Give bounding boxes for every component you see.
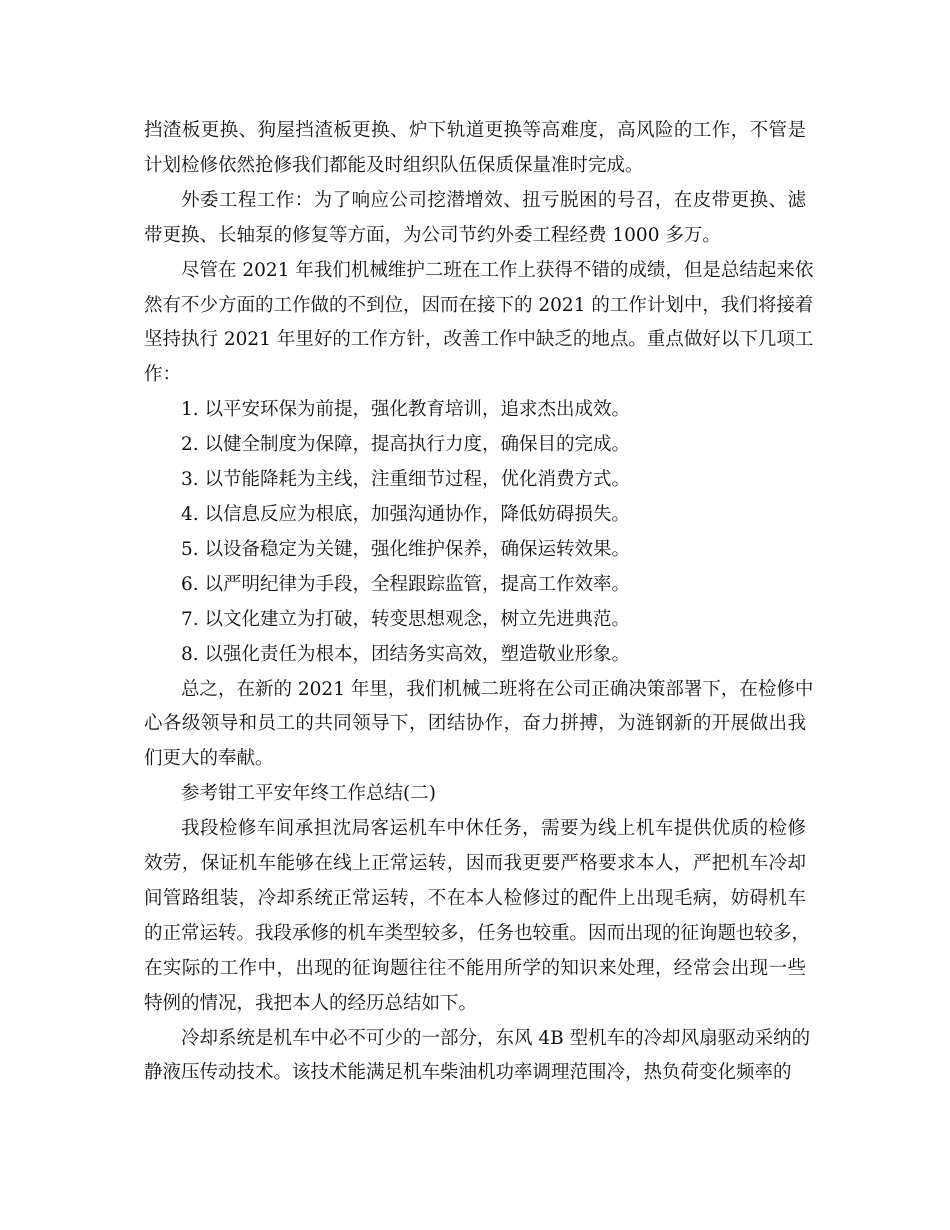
paragraph-line: 2. 以健全制度为保障，提高执行力度，确保目的完成。 [181, 434, 631, 456]
paragraph-line: 作： [144, 364, 182, 386]
paragraph-line: 尽管在 2021 年我们机械维护二班在工作上获得不错的成绩，但是总结起来依 [181, 259, 814, 281]
paragraph-line: 7. 以文化建立为打破，转变思想观念，树立先进典范。 [181, 608, 631, 630]
paragraph-line: 带更换、长轴泵的修复等方面，为公司节约外委工程经费 1000 多万。 [144, 224, 721, 246]
paragraph-line: 3. 以节能降耗为主线，注重细节过程，优化消费方式。 [181, 469, 631, 491]
paragraph [144, 184, 806, 254]
paragraph-line: 然有不少方面的工作做的不到位，因而在接下的 2021 的工作计划中，我们将接着 [144, 294, 814, 316]
paragraph-line: 特例的情况，我把本人的经历总结如下。 [144, 992, 478, 1014]
paragraph-line: 参考钳工平安年终工作总结(二) [181, 783, 436, 805]
paragraph [144, 812, 811, 1021]
paragraph-line: 心各级领导和员工的共同领导下，团结协作，奋力拼搏，为涟钢新的开展做出我 [144, 713, 806, 735]
paragraph [144, 603, 806, 638]
paragraph [144, 638, 806, 673]
paragraph-line: 总之，在新的 2021 年里，我们机械二班将在公司正确决策部署下，在检修中 [181, 678, 814, 700]
paragraph-line: 1. 以平安环保为前提，强化教育培训，追求杰出成效。 [181, 399, 631, 421]
paragraph [144, 114, 806, 184]
paragraph-line: 我段检修车间承担沈局客运机车中休任务，需要为线上机车提供优质的检修 [181, 818, 806, 840]
paragraph [144, 533, 806, 568]
paragraph-line: 冷却系统是机车中必不可少的一部分，东风 4B 型机车的冷却风扇驱动采纳的 [181, 1027, 811, 1049]
paragraph-line: 5. 以设备稳定为关键，强化维护保养，确保运转效果。 [181, 538, 631, 560]
paragraph [144, 254, 814, 394]
paragraph-line: 的正常运转。我段承修的机车类型较多，任务也较重。因而出现的征询题也较多， [144, 922, 811, 944]
paragraph [144, 673, 814, 778]
paragraph [144, 393, 806, 428]
paragraph [144, 463, 806, 498]
paragraph [144, 568, 806, 603]
paragraph-line: 坚持执行 2021 年里好的工作方针，改善工作中缺乏的地点。重点做好以下几项工 [144, 329, 814, 351]
paragraph-line: 间管路组装，冷却系统正常运转，不在本人检修过的配件上出现毛病，妨碍机车 [144, 887, 806, 909]
paragraph-line: 8. 以强化责任为根本，团结务实高效，塑造敬业形象。 [181, 643, 631, 665]
paragraph-line: 效劳，保证机车能够在线上正常运转，因而我更要严格要求本人，严把机车冷却 [144, 853, 806, 875]
paragraph [144, 428, 806, 463]
paragraph-line: 外委工程工作：为了响应公司挖潜增效、扭亏脱困的号召，在皮带更换、滤 [181, 189, 806, 211]
document-page [144, 114, 814, 1091]
paragraph-line: 们更大的奉献。 [144, 748, 274, 770]
paragraph-line: 静液压传动技术。该技术能满足机车柴油机功率调理范围冷，热负荷变化频率的 [144, 1062, 792, 1084]
paragraph [144, 1022, 811, 1092]
paragraph-line: 6. 以严明纪律为手段，全程跟踪监管，提高工作效率。 [181, 573, 631, 595]
paragraph [144, 498, 806, 533]
paragraph [144, 777, 806, 812]
paragraph-line: 在实际的工作中，出现的征询题往往不能用所学的知识来处理，经常会出现一些 [144, 957, 806, 979]
paragraph-line: 挡渣板更换、狗屋挡渣板更换、炉下轨道更换等高难度，高风险的工作，不管是 [144, 120, 806, 141]
paragraph-line: 4. 以信息反应为根底，加强沟通协作，降低妨碍损失。 [181, 503, 631, 525]
paragraph-line: 计划检修依然抢修我们都能及时组织队伍保质保量准时完成。 [144, 154, 644, 176]
